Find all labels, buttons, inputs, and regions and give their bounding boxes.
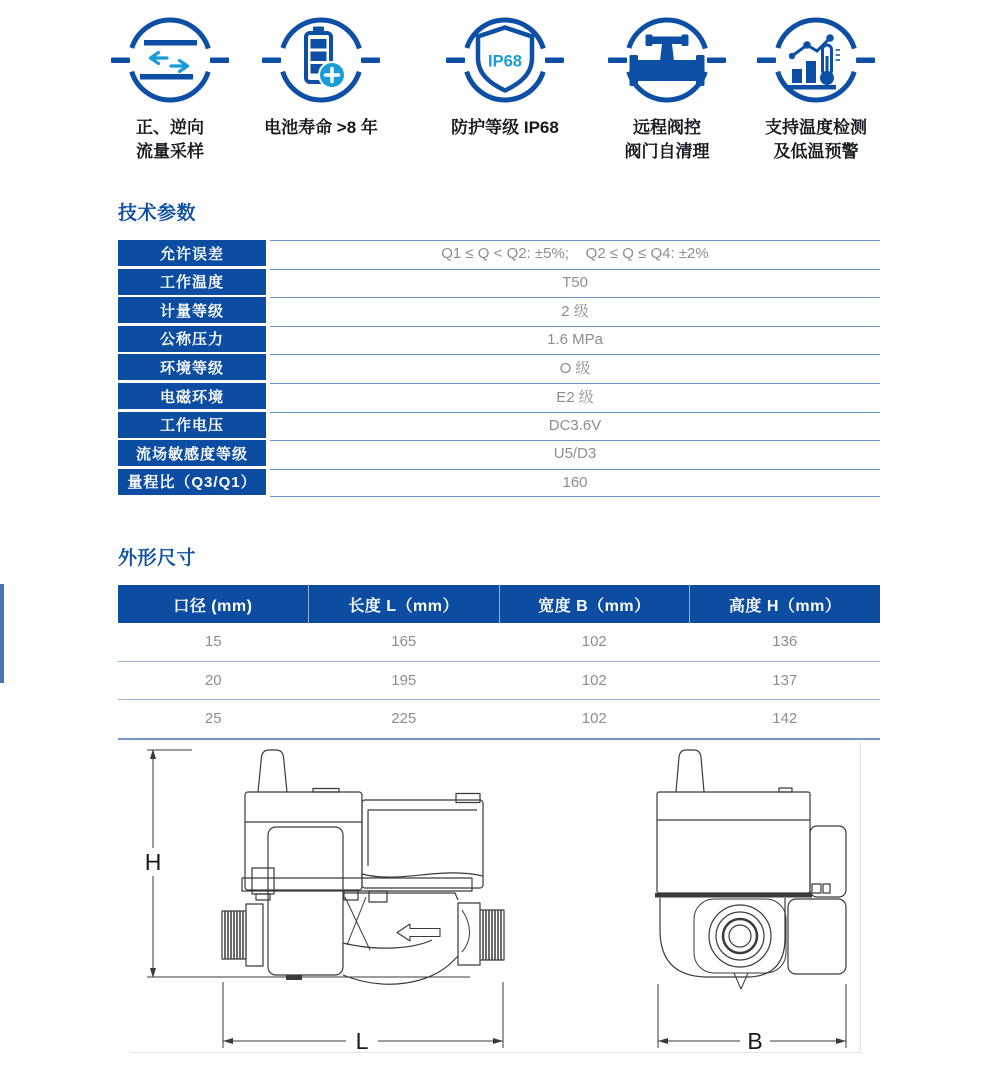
column-header: 口径 (mm) xyxy=(173,597,253,615)
param-value: T50 xyxy=(270,269,880,295)
param-value: 2 级 xyxy=(270,297,880,323)
param-value: Q1 ≤ Q < Q2: ±5%; Q2 ≤ Q ≤ Q4: ±2% xyxy=(270,240,880,266)
param-label: 量程比（Q3/Q1） xyxy=(118,469,266,495)
param-value: O 级 xyxy=(270,354,880,380)
cell: 102 xyxy=(581,671,607,689)
feature-label-line: 阀门自清理 xyxy=(624,142,710,161)
cell: 25 xyxy=(204,710,222,728)
dimensions-header-row xyxy=(118,585,880,623)
cell: 102 xyxy=(581,710,607,728)
param-value: E2 级 xyxy=(270,383,880,409)
feature-label-line: 远程阀控 xyxy=(633,118,701,137)
param-label: 允许误差 xyxy=(118,240,266,266)
feature-label-line: 正、逆向 xyxy=(136,118,204,137)
cell: 15 xyxy=(204,633,222,651)
table-row xyxy=(118,700,880,740)
feature-battery-life xyxy=(226,14,416,140)
cell: 142 xyxy=(772,710,798,728)
cell: 225 xyxy=(391,710,417,728)
cell: 137 xyxy=(772,671,798,689)
tech-params-table xyxy=(118,240,880,497)
table-row xyxy=(118,240,880,266)
table-row xyxy=(118,297,880,323)
height-dimension-label: H xyxy=(144,849,162,875)
dimensions-table xyxy=(118,585,880,740)
length-dimension-label: L xyxy=(355,1028,369,1054)
param-label: 工作电压 xyxy=(118,412,266,438)
tech-params-title: 技术参数 xyxy=(118,203,197,224)
dimensions-title: 外形尺寸 xyxy=(118,548,197,569)
column-header: 高度 H（mm） xyxy=(689,585,880,623)
ip68-badge-text: IP68 xyxy=(488,52,522,71)
column-header: 宽度 B（mm） xyxy=(499,585,690,623)
page-edge-accent xyxy=(0,584,4,683)
cell: 20 xyxy=(204,671,222,689)
param-value: DC3.6V xyxy=(270,412,880,438)
width-dimension-label: B xyxy=(747,1028,763,1054)
param-value: 1.6 MPa xyxy=(270,326,880,352)
param-label: 计量等级 xyxy=(118,297,266,323)
param-label: 流场敏感度等级 xyxy=(118,440,266,466)
bidirectional-flow-icon xyxy=(104,14,236,106)
feature-label-line: 流量采样 xyxy=(136,142,204,161)
table-row xyxy=(118,662,880,701)
param-value: 160 xyxy=(270,469,880,495)
table-row xyxy=(118,440,880,466)
ip68-shield-icon xyxy=(439,14,571,106)
table-row xyxy=(118,623,880,662)
table-row xyxy=(118,383,880,409)
feature-label-line: 电池寿命 >8 年 xyxy=(264,118,378,137)
battery-life-icon xyxy=(255,14,387,106)
feature-label xyxy=(136,116,204,164)
table-row xyxy=(118,412,880,438)
meter-dimension-drawings xyxy=(120,740,880,1070)
feature-label xyxy=(264,116,378,140)
table-row xyxy=(118,269,880,295)
table-row xyxy=(118,326,880,352)
temperature-monitor-icon xyxy=(750,14,882,106)
cell: 136 xyxy=(772,633,798,651)
param-label: 环境等级 xyxy=(118,354,266,380)
feature-label-line: 支持温度检测 xyxy=(765,118,867,137)
feature-label-line: 防护等级 IP68 xyxy=(451,118,559,137)
feature-label xyxy=(451,116,559,140)
column-header: 长度 L（mm） xyxy=(308,585,499,623)
param-label: 电磁环境 xyxy=(118,383,266,409)
feature-label xyxy=(765,116,867,164)
feature-temperature xyxy=(721,14,911,164)
remote-valve-icon xyxy=(601,14,733,106)
cell: 102 xyxy=(581,633,607,651)
feature-label xyxy=(625,116,710,164)
param-label: 公称压力 xyxy=(118,326,266,352)
cell: 165 xyxy=(391,633,417,651)
table-row xyxy=(118,469,880,495)
tech-table-bottom-rule xyxy=(270,496,880,497)
param-label: 工作温度 xyxy=(118,269,266,295)
param-value: U5/D3 xyxy=(270,440,880,466)
feature-label-line: 及低温预警 xyxy=(773,142,859,161)
cell: 195 xyxy=(391,671,417,689)
table-row xyxy=(118,354,880,380)
